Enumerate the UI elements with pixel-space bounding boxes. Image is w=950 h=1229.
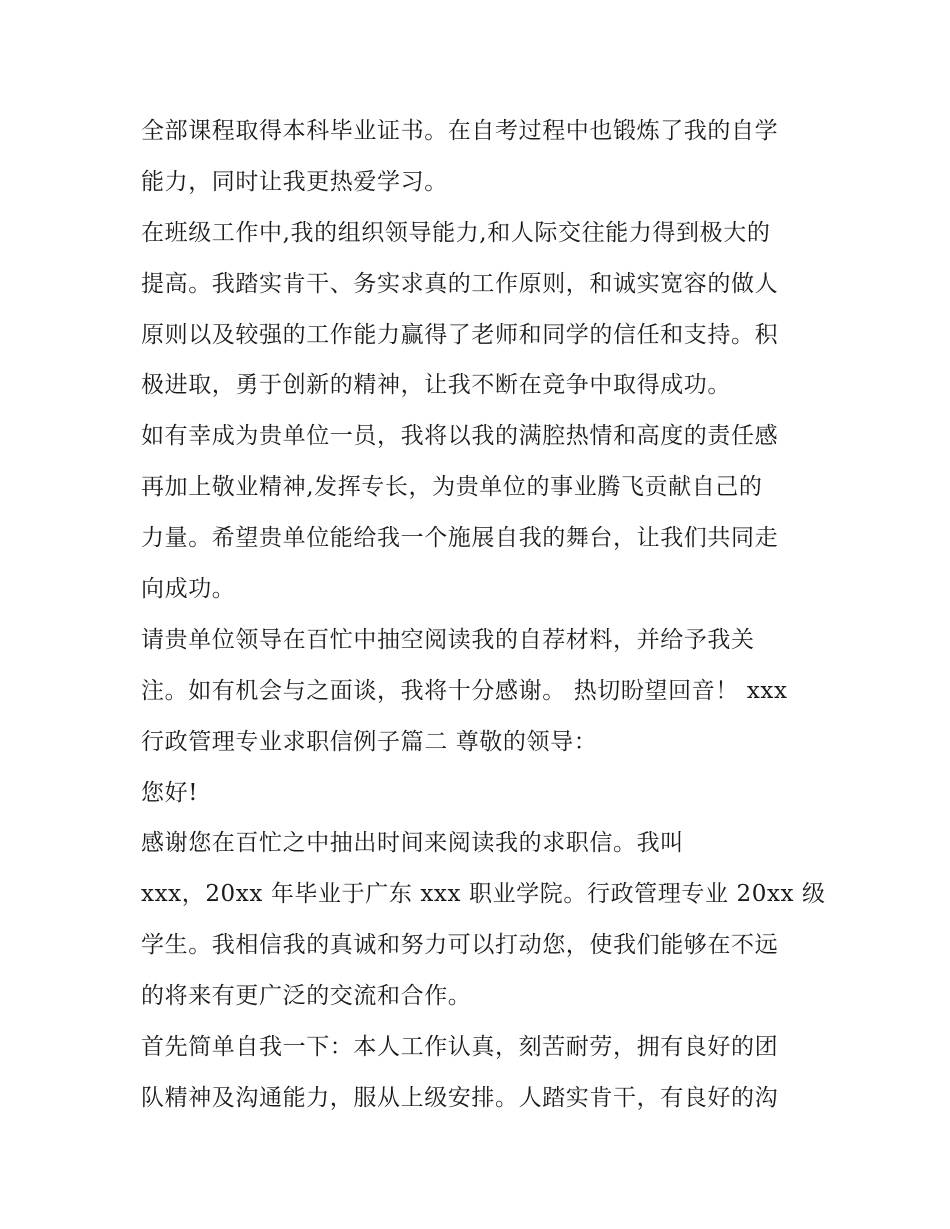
text-line: 原则以及较强的工作能力赢得了老师和同学的信任和支持。积 bbox=[141, 321, 779, 348]
text-line: 行政管理专业求职信例子篇二 尊敬的领导： bbox=[141, 728, 598, 755]
text-line: 力量。希望贵单位能给我一个施展自我的舞台，让我们共同走 bbox=[141, 525, 779, 552]
document-body bbox=[141, 106, 826, 1124]
text-line: 请贵单位领导在百忙中抽空阅读我的自荐材料，并给予我关 bbox=[141, 626, 755, 653]
text-line: 队精神及沟通能力，服从上级安排。人踏实肯干，有良好的沟 bbox=[141, 1084, 779, 1111]
text-line: 再加上敬业精神,发挥专长，为贵单位的事业腾飞贡献自己的 bbox=[141, 474, 763, 501]
text-line: 向成功。 bbox=[141, 576, 236, 603]
text-line: 首先简单自我一下：本人工作认真，刻苦耐劳，拥有良好的团 bbox=[141, 1034, 779, 1061]
text-line: 注。如有机会与之面谈，我将十分感谢。 热切盼望回音！ xxx bbox=[141, 677, 788, 704]
text-line: 您好! bbox=[141, 779, 199, 806]
text-line: 学生。我相信我的真诚和努力可以打动您，使我们能够在不远 bbox=[141, 932, 779, 959]
text-line: 感谢您在百忙之中抽出时间来阅读我的求职信。我叫 bbox=[141, 830, 684, 857]
text-line: xxx，20xx 年毕业于广东 xxx 职业学院。行政管理专业 20xx 级 bbox=[141, 881, 826, 908]
text-line: 如有幸成为贵单位一员，我将以我的满腔热情和高度的责任感 bbox=[141, 423, 779, 450]
text-line: 在班级工作中,我的组织领导能力,和人际交往能力得到极大的 bbox=[141, 219, 771, 246]
text-line: 的将来有更广泛的交流和合作。 bbox=[141, 983, 472, 1010]
text-line: 极进取，勇于创新的精神，让我不断在竞争中取得成功。 bbox=[141, 372, 731, 399]
text-line: 全部课程取得本科毕业证书。在自考过程中也锻炼了我的自学 bbox=[141, 118, 779, 144]
text-line: 提高。我踏实肯干、务实求真的工作原则，和诚实宽容的做人 bbox=[141, 270, 779, 297]
text-line: 能力，同时让我更热爱学习。 bbox=[141, 168, 448, 195]
